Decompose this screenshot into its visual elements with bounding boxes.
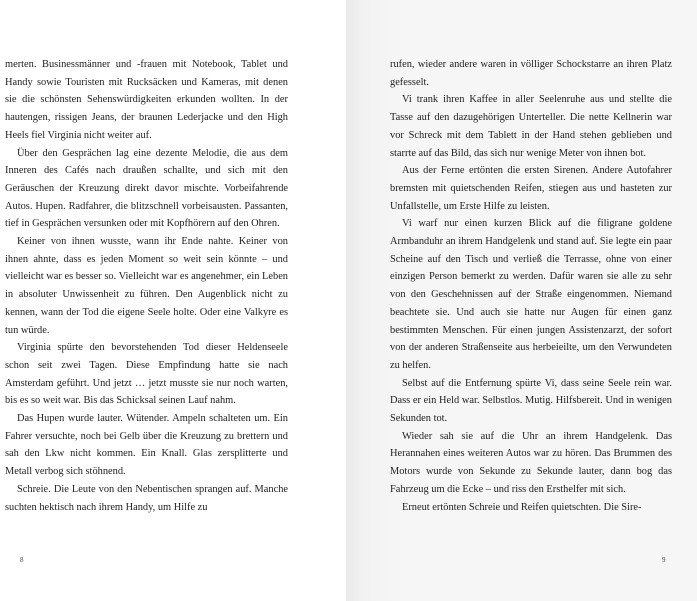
paragraph: rufen, wieder andere waren in völliger Schockstarre an ihren Platz gefesselt. <box>390 59 672 88</box>
paragraph: Das Hupen wurde lauter. Wütender. Ampeln schalteten um. Ein Fahrer versuchte, noch bei Gelb über die Kreuzung zu brettern und sah den Lkw nicht kommen. Ein Knall. Glas zersplitterte und Metall verbog sich stöhnend. <box>5 413 288 478</box>
page-number-left: 8 <box>20 556 24 564</box>
paragraph: Aus der Ferne ertönten die ersten Sirenen. Andere Autofahrer bremsten mit quietschenden Reifen, stiegen aus und hasteten zur Unfallstelle, um Erste Hilfe zu leisten. <box>390 165 672 212</box>
paragraph: Virginia spürte den bevorstehenden Tod dieser Heldenseele schon seit zwei Tagen. Diese Empfindung hatte sie nach Amsterdam geführt. Und jetzt … jetzt musste sie nur noch warten, bis es so weit war. Bis das Schicksal seinen Lauf nahm. <box>5 342 288 407</box>
right-page <box>346 0 697 601</box>
paragraph: Vi trank ihren Kaffee in aller Seelenruhe aus und stellte die Tasse auf den dazugehörigen Unterteller. Die nette Kellnerin war vor Schreck mit dem Tablett in der Hand stehen geblieben und starrte auf das Bild, das sich nur wenige Meter von ihnen bot. <box>390 94 672 159</box>
paragraph: Schreie. Die Leute von den Nebentischen sprangen auf. Manche suchten hektisch nach ihrem Handy, um Hilfe zu <box>5 483 288 513</box>
left-page-text <box>5 56 288 516</box>
paragraph: merten. Businessmänner und -frauen mit Notebook, Tablet und Handy sowie Touristen mit Rucksäcken und Kameras, mit denen sie die schönsten Sehenswürdigkeiten erkunden wollten. In der hautengen, rissigen Jeans, der braunen Lederjacke und den High Heels fiel Virginia nicht weiter auf. <box>5 59 288 141</box>
paragraph: Keiner von ihnen wusste, wann ihr Ende nahte. Keiner von ihnen ahnte, dass es jeden Moment so weit sein könnte – und vielleicht war es besser so. Vielleicht war es angenehmer, ein Leben in absoluter Unwissenheit zu führen. Den Augenblick nicht zu kennen, wann der Tod die eigene Seele holte. Oder eine Valkyre es tun würde. <box>5 236 288 336</box>
paragraph: Über den Gesprächen lag eine dezente Melodie, die aus dem Inneren des Cafés nach draußen schallte, und sich mit den Geräuschen der Kreuzung direkt davor mischte. Vorbeifahrende Autos. Hupen. Radfahrer, die blitzschnell vorbeisausten. Passanten, tief in Gesprächen versunken oder mit Kopfhörern auf den Ohren. <box>5 147 288 230</box>
paragraph: Erneut ertönten Schreie und Reifen quietschten. Die Sire- <box>402 501 642 513</box>
page-number-right: 9 <box>662 556 666 564</box>
paragraph: Selbst auf die Entfernung spürte Vi, dass seine Seele rein war. Dass er ein Held war. Selbstlos. Mutig. Hilfsbereit. Und in wenigen Sekunden tot. <box>390 377 672 425</box>
paragraph: Wieder sah sie auf die Uhr an ihrem Handgelenk. Das Herannahen eines weiteren Autos war zu hören. Das Brummen des Motors wurde von Sekunde zu Sekunde lauter, dann bog das Fahrzeug um die Ecke – und riss den Ersthelfer mit sich. <box>390 430 672 495</box>
left-page <box>0 0 346 601</box>
right-page-text <box>390 56 672 516</box>
paragraph: Vi warf nur einen kurzen Blick auf die filigrane goldene Armbanduhr an ihrem Handgelenk und stand auf. Sie legte ein paar Scheine auf den Tisch und verließ die Terrasse, ohne von einer einzigen Person bemerkt zu werden. Dafür waren sie alle zu sehr von den Geschehnissen auf der Straße eingenommen. Niemand beachtete sie. Und auch sie hatte nur Augen für einen ganz bestimmten Menschen. Für einen jungen Assistenzarzt, der sofort von der anderen Straßenseite aus herbeieilte, um den Verwundeten zu helfen. <box>390 218 672 371</box>
